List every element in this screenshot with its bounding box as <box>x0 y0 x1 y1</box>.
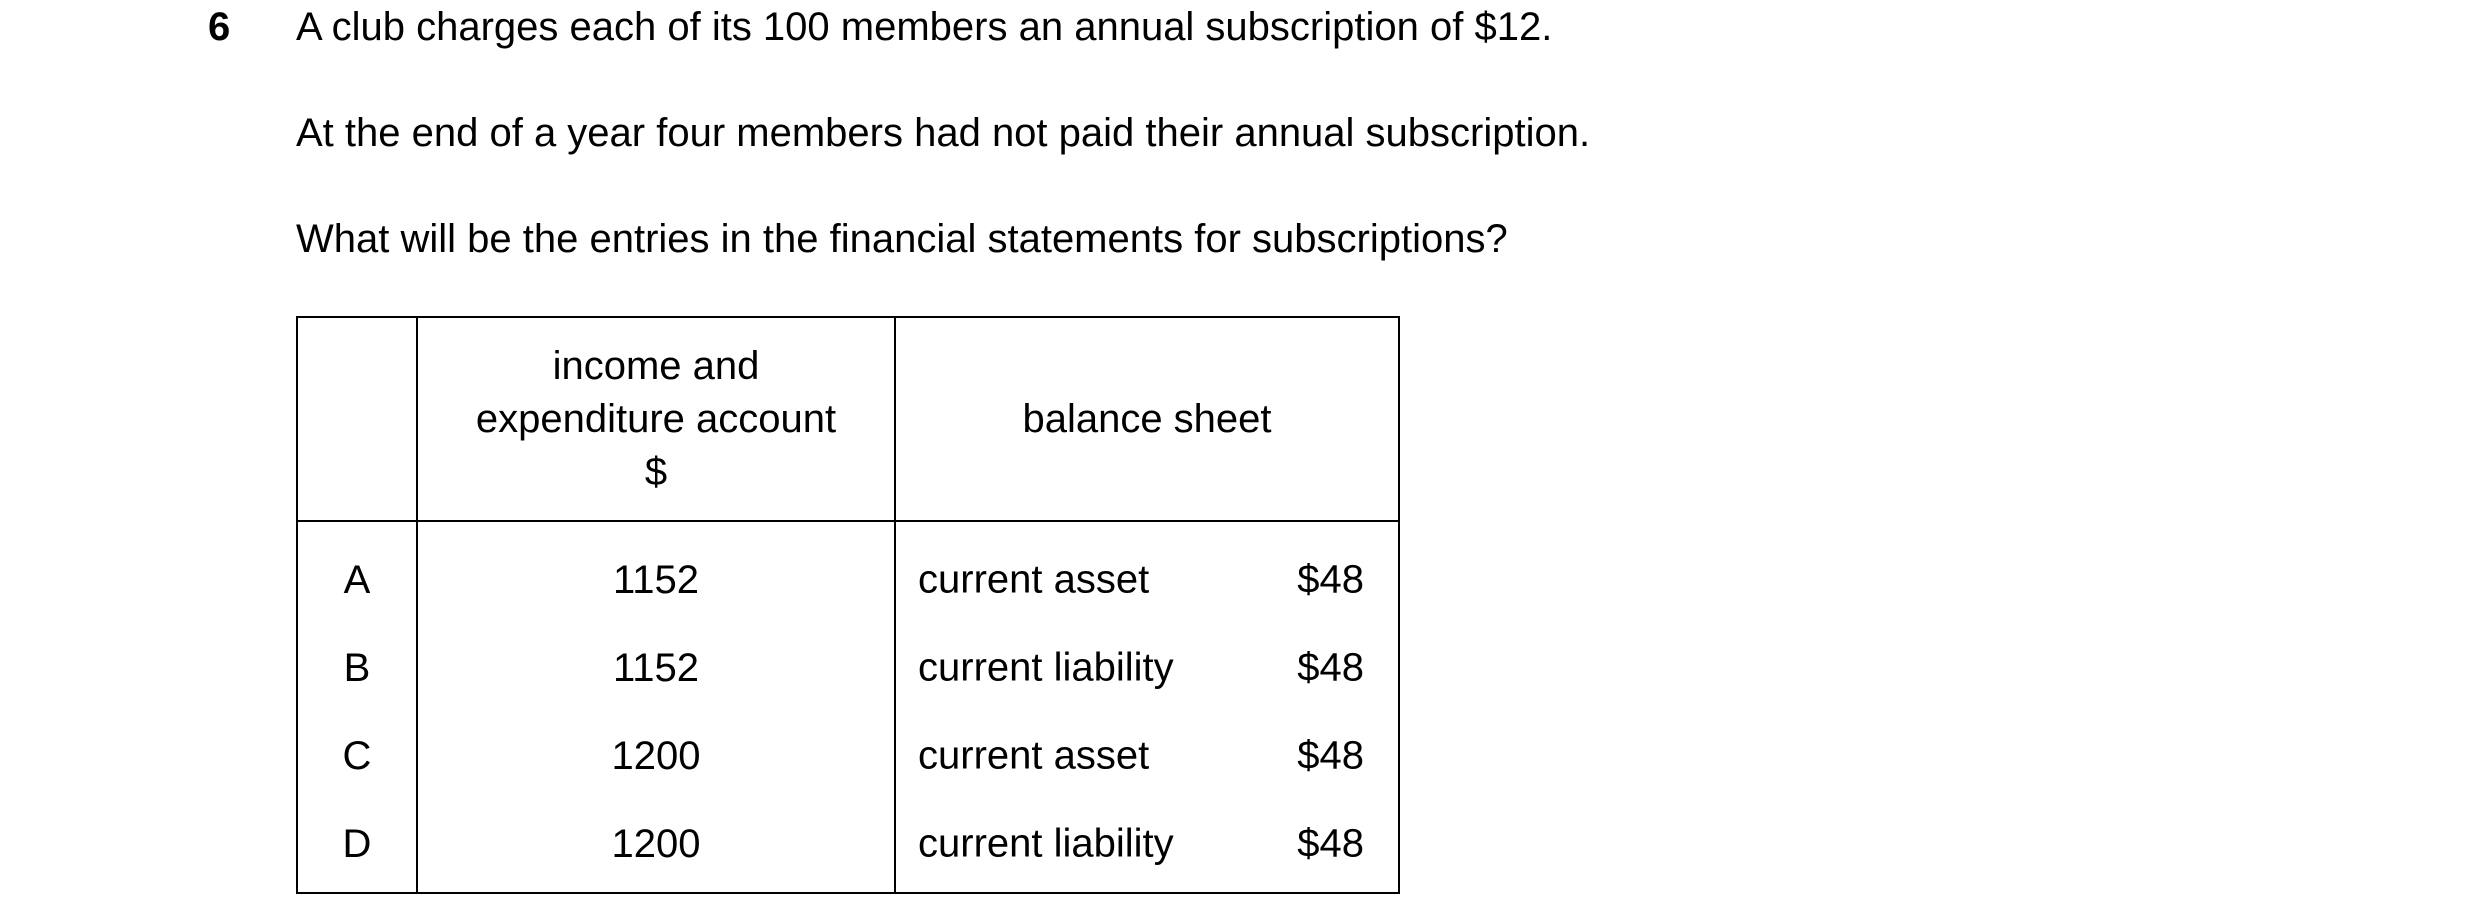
question-text-line-1: A club charges each of its 100 members an annual subscription of $12. <box>296 5 1553 49</box>
option-letter: B <box>297 624 417 712</box>
header-income-expenditure <box>417 317 895 521</box>
balance-sheet-entry <box>895 800 1399 893</box>
question-prompt: What will be the entries in the financial statements for subscriptions? <box>296 217 1508 261</box>
header-letter-cell <box>297 317 417 521</box>
ie-value: 1200 <box>417 712 895 800</box>
table-row[interactable] <box>297 521 1399 624</box>
header-ie-unit: $ <box>644 449 668 494</box>
option-letter: A <box>297 521 417 624</box>
balance-sheet-entry <box>895 521 1399 624</box>
table-row[interactable] <box>297 624 1399 712</box>
bs-item: current asset <box>918 557 1150 602</box>
table-row[interactable] <box>297 800 1399 893</box>
bs-item: current liability <box>918 645 1174 690</box>
question-number: 6 <box>208 5 231 49</box>
bs-amount: $48 <box>1297 821 1364 866</box>
table-row[interactable] <box>297 712 1399 800</box>
header-ie-line-2: expenditure account <box>475 396 837 441</box>
bs-item: current liability <box>918 821 1174 866</box>
ie-value: 1152 <box>417 521 895 624</box>
bs-amount: $48 <box>1297 733 1364 778</box>
option-letter: D <box>297 800 417 893</box>
ie-value: 1152 <box>417 624 895 712</box>
bs-amount: $48 <box>1297 557 1364 602</box>
question-text-line-2: At the end of a year four members had not paid their annual subscription. <box>296 111 1591 155</box>
bs-item: current asset <box>918 733 1150 778</box>
header-ie-line-1: income and <box>552 343 760 388</box>
balance-sheet-entry <box>895 712 1399 800</box>
ie-value: 1200 <box>417 800 895 893</box>
answer-options-table <box>296 316 1400 894</box>
header-balance-sheet: balance sheet <box>895 317 1399 521</box>
option-letter: C <box>297 712 417 800</box>
bs-amount: $48 <box>1297 645 1364 690</box>
table-header-row <box>297 317 1399 521</box>
balance-sheet-entry <box>895 624 1399 712</box>
